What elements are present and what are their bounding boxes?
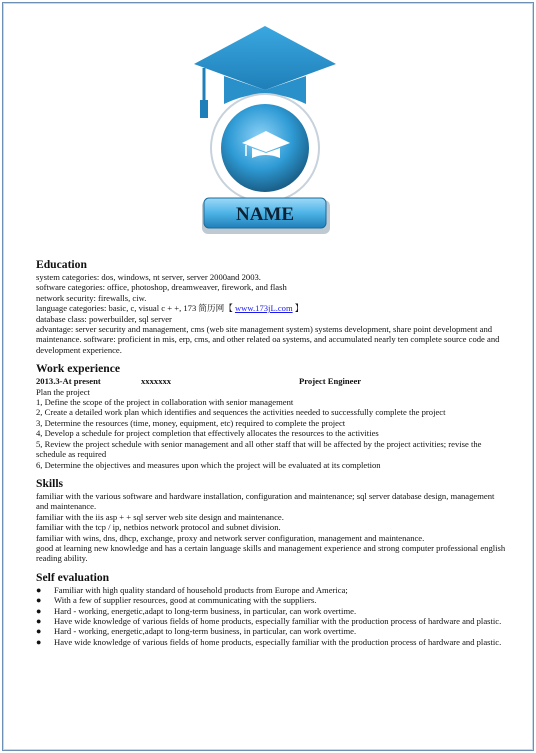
self-evaluation-heading: Self evaluation — [36, 570, 110, 584]
resume-body — [36, 258, 506, 647]
language-prefix: language categories: basic, c, visual c + +, 173 简历网【 — [36, 303, 235, 314]
evaluation-item — [36, 595, 506, 605]
education-line: system categories: dos, windows, nt server, server 2000and 2003. — [36, 272, 261, 282]
skill-item: familiar with the various software and hardware installation, configuration and maintenance; sql server database design, management and maintenance. — [36, 490, 495, 512]
bullet-icon: ● — [36, 605, 42, 616]
language-suffix: 】 — [292, 303, 304, 314]
tassel — [200, 100, 208, 118]
evaluation-text: Hard - working, energetic,adapt to long-term business, in particular, can work overtime. — [54, 626, 357, 637]
skill-item: familiar with the tcp / ip, netbios network protocol and subnet division. — [36, 522, 281, 533]
work-item: 1, Define the scope of the project in collaboration with senior management — [36, 397, 294, 408]
website-link[interactable]: www.173jL.com — [234, 303, 293, 314]
skill-item: familiar with wins, dns, dhcp, exchange, proxy and network server configuration, management and maintenance. — [36, 532, 425, 543]
evaluation-item — [36, 606, 506, 616]
education-heading: Education — [36, 258, 87, 271]
evaluation-item — [36, 626, 506, 636]
skills-heading: Skills — [36, 476, 64, 490]
cap-top — [194, 26, 336, 90]
education-line: software categories: office, photoshop, dreamweaver, firework, and flash — [36, 282, 287, 293]
work-item: 6, Determine the objectives and measures upon which the project will be evaluated at its completion — [36, 459, 381, 470]
graduation-cap-logo — [190, 24, 340, 242]
job-role: Project Engineer — [299, 376, 362, 387]
job-date: 2013.3-At present — [36, 376, 101, 387]
job-company: xxxxxxx — [141, 376, 172, 387]
education-line: network security: firewalls, ciw. — [36, 292, 147, 303]
work-item: 3, Determine the resources (time, money, equipment, etc) required to complete the project — [36, 417, 346, 428]
evaluation-text: Have wide knowledge of various fields of home products, especially familiar with the production process of hardware and plastic. — [54, 615, 502, 626]
evaluation-item — [36, 585, 506, 595]
language-line — [36, 303, 506, 313]
work-item: 2, Create a detailed work plan which identifies and sequences the activities needed to successfully complete the project — [36, 407, 446, 418]
bullet-icon: ● — [36, 584, 42, 595]
evaluation-item — [36, 637, 506, 647]
job-header — [36, 376, 506, 386]
evaluation-text: With a few of supplier resources, good at communicating with the suppliers. — [54, 595, 317, 606]
bullet-icon: ● — [36, 636, 42, 647]
skill-item: familiar with the iis asp + + sql server web site design and maintenance. — [36, 511, 284, 522]
education-line: advantage: server security and management, cms (web site management system) systems development, share point development and maintenance. software: proficient in mis, erp, cms, and other related oa systems, and accumulated nearly ten complete source code and development experience. — [36, 324, 500, 355]
evaluation-text: Familiar with high quality standard of household products from Europe and America; — [54, 584, 348, 595]
work-item: 4, Develop a schedule for project completion that effectively allocates the resources to the activities — [36, 428, 379, 439]
bullet-icon: ● — [36, 615, 42, 626]
evaluation-text: Hard - working, energetic,adapt to long-term business, in particular, can work overtime. — [54, 605, 357, 616]
work-item: Plan the project — [36, 386, 90, 397]
bullet-icon: ● — [36, 595, 42, 606]
name-label: NAME — [235, 204, 295, 225]
evaluation-item — [36, 616, 506, 626]
work-heading: Work experience — [36, 362, 121, 376]
evaluation-text: Have wide knowledge of various fields of home products, especially familiar with the production process of hardware and plastic. — [54, 636, 502, 647]
work-item: 5, Review the project schedule with senior management and all other staff that will be affected by the project activities; revise the schedule as required — [36, 438, 482, 460]
bullet-icon: ● — [36, 626, 42, 637]
education-line: database class: powerbuilder, sql server — [36, 313, 172, 324]
skill-item: good at learning new knowledge and has a certain language skills and management experience and strong computer professional english reading ability. — [36, 542, 506, 564]
